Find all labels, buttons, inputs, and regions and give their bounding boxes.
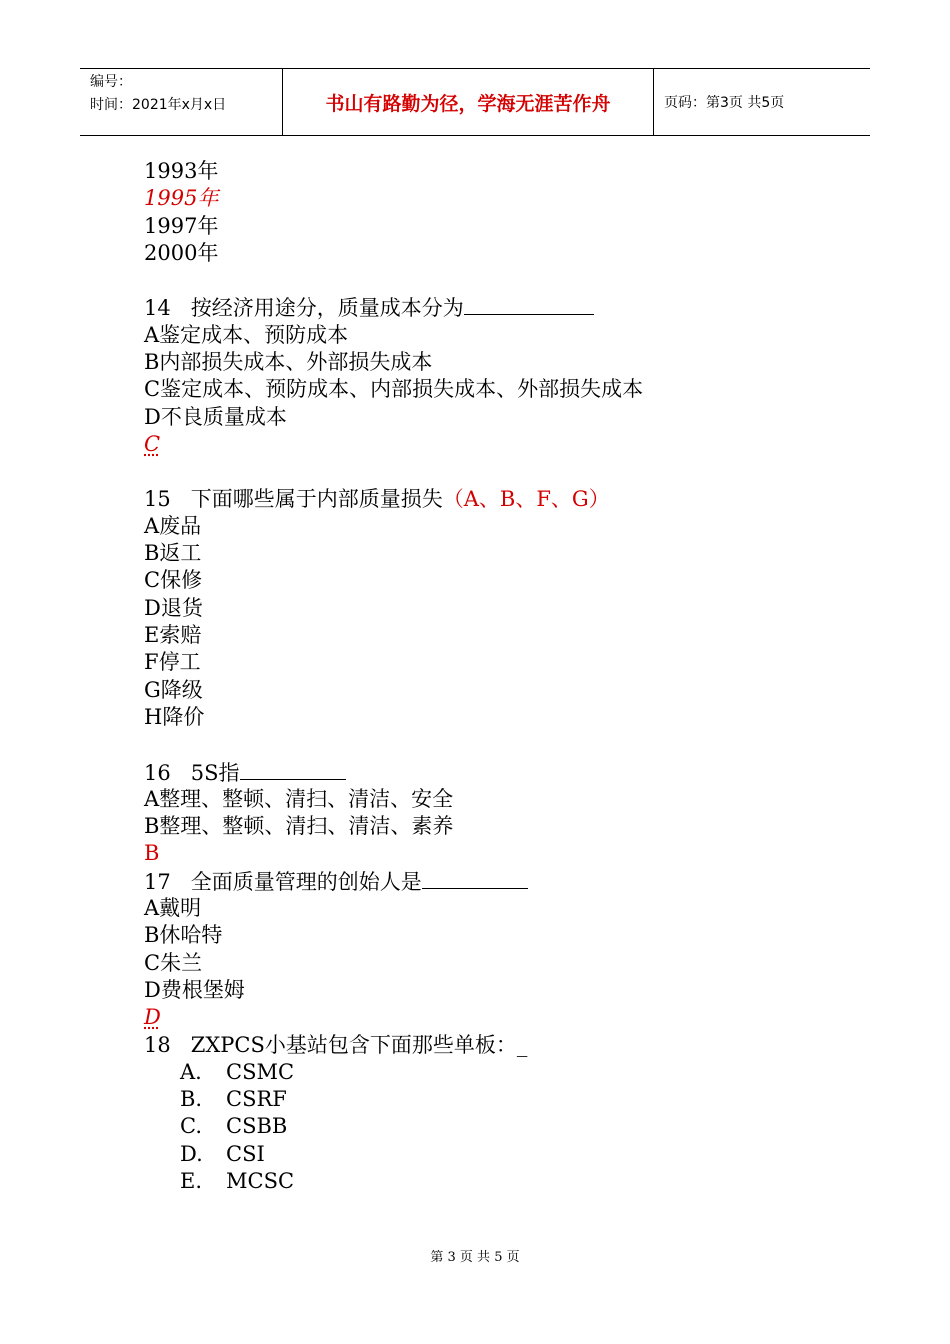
q18-option xyxy=(144,1086,864,1113)
header-motto: 书山有路勤为径，学海无涯苦作舟 xyxy=(282,69,654,135)
q18-option-text: CSRF xyxy=(226,1087,287,1112)
q16-answer-blank xyxy=(240,759,346,780)
spacer xyxy=(144,267,864,294)
q17-stem xyxy=(144,868,864,895)
q14-option: D不良质量成本 xyxy=(144,404,287,429)
header-page-info: 页码：第3页 共5页 xyxy=(664,95,785,111)
q18-option-letter: D. xyxy=(180,1141,203,1166)
q17-answer xyxy=(144,1004,864,1031)
q17-option: D费根堡姆 xyxy=(144,977,245,1002)
q13-option: 1993年 xyxy=(144,159,219,183)
page-footer: 第 3 页 共 5 页 xyxy=(430,1250,520,1265)
q18-option-text: CSMC xyxy=(226,1059,295,1084)
q17-option: A戴明 xyxy=(144,896,202,921)
q17-option: B休哈特 xyxy=(144,923,223,948)
q14-option: C鉴定成本、预防成本、内部损失成本、外部损失成本 xyxy=(144,377,644,402)
q13-option-answer: 1995年 xyxy=(144,186,219,211)
q14-option: B内部损失成本、外部损失成本 xyxy=(144,350,433,375)
q15-stem-text: 15 下面哪些属于内部质量损失 xyxy=(144,486,443,511)
q18-option xyxy=(144,1168,864,1195)
q14-answer xyxy=(144,431,864,458)
q18-option xyxy=(144,1141,864,1168)
q15-option: F停工 xyxy=(144,650,201,675)
q14-stem xyxy=(144,294,864,321)
q17-option: C朱兰 xyxy=(144,950,203,975)
q16-answer: B xyxy=(144,841,160,866)
q14-answer-blank xyxy=(464,294,594,315)
spacer xyxy=(144,731,864,758)
q16-stem xyxy=(144,759,864,786)
q15-stem xyxy=(144,486,864,513)
document-body xyxy=(144,158,864,1195)
header-time-label: 时间：2021年x月x日 xyxy=(90,97,227,113)
q18-option-text: CSI xyxy=(226,1141,265,1166)
q18-stem: 18 ZXPCS小基站包含下面那些单板：_ xyxy=(144,1032,528,1057)
spacer xyxy=(144,458,864,485)
page-header xyxy=(80,68,870,136)
q18-option-letter: A. xyxy=(180,1059,202,1084)
q14-option: A鉴定成本、预防成本 xyxy=(144,322,349,347)
q13-option: 2000年 xyxy=(144,240,219,265)
q17-answer-blank xyxy=(422,868,528,889)
q17-stem-text: 17 全面质量管理的创始人是 xyxy=(144,869,422,894)
q15-option: A废品 xyxy=(144,513,202,538)
q18-option-letter: C. xyxy=(180,1114,202,1139)
q18-option-text: CSBB xyxy=(226,1114,288,1139)
q15-answer: （A、B、F、G） xyxy=(442,486,610,511)
q15-option: D退货 xyxy=(144,595,203,620)
q15-option: C保修 xyxy=(144,568,203,593)
q13-option: 1997年 xyxy=(144,213,219,238)
q18-option-letter: E. xyxy=(180,1168,203,1193)
q18-option xyxy=(144,1113,864,1140)
q17-answer-text: D xyxy=(144,1005,161,1030)
q16-option: A整理、整顿、清扫、清洁、安全 xyxy=(144,786,454,811)
q15-option: E索赔 xyxy=(144,623,202,648)
q18-option-letter: B. xyxy=(180,1087,203,1112)
q14-stem-text: 14 按经济用途分，质量成本分为 xyxy=(144,296,464,321)
q18-option-text: MCSC xyxy=(226,1168,295,1193)
q15-option: H降价 xyxy=(144,704,205,729)
q16-stem-text: 16 5S指 xyxy=(144,760,240,785)
q16-option: B整理、整顿、清扫、清洁、素养 xyxy=(144,814,454,839)
q14-answer-text: C xyxy=(144,431,161,456)
q15-option: G降级 xyxy=(144,677,203,702)
header-meta xyxy=(80,69,282,135)
q15-option: B返工 xyxy=(144,541,202,566)
q18-option xyxy=(144,1059,864,1086)
header-number-label: 编号： xyxy=(90,74,132,90)
